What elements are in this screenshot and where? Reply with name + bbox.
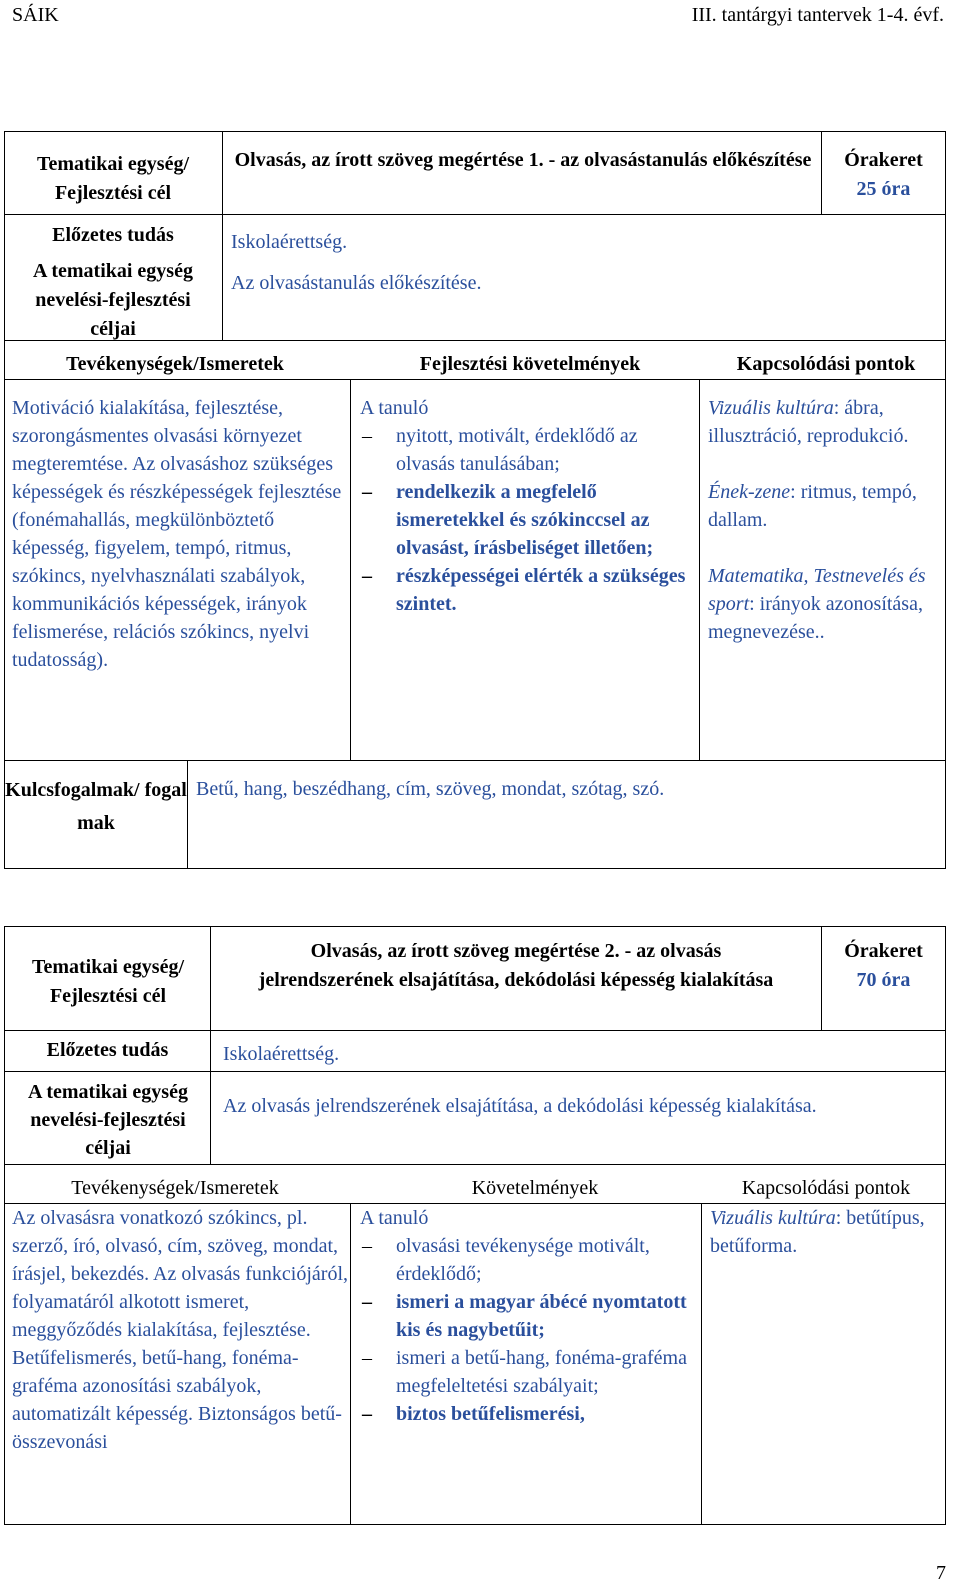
- unit2-links: [710, 1204, 940, 1260]
- unit2-prior-label-cell: [4, 1030, 211, 1072]
- unit2-links-cell: [701, 1203, 946, 1525]
- unit1-prior-goals-value-cell: [222, 214, 946, 341]
- unit1-activities-cell: [4, 379, 351, 761]
- unit1-prior-value: Iskolaérettség.: [231, 231, 348, 253]
- unit1-keywords-label-cell: [4, 760, 188, 869]
- unit1-prior-goals-label-cell: [4, 214, 223, 341]
- unit1-hours-cell: [821, 131, 946, 215]
- unit1-links: [708, 394, 940, 646]
- unit2-req-item: – biztos betűfelismerési,: [360, 1400, 690, 1428]
- unit1-requirements: [360, 394, 695, 618]
- unit1-keywords-value-cell: [187, 760, 946, 869]
- unit1-col-links: Kapcsolódási pontok: [736, 353, 916, 375]
- unit2-req-item: – ismeri a magyar ábécé nyomtatott kis és nagybetűit;: [360, 1288, 690, 1344]
- unit1-label-cell: [4, 131, 223, 215]
- unit2-requirements-cell: [350, 1203, 702, 1525]
- unit2-col-requirements: Követelmények: [471, 1177, 599, 1199]
- unit1-col-activities: Tevékenységek/Ismeretek: [66, 353, 284, 375]
- unit1-link-music: Ének-zene: ritmus, tempó, dallam.: [708, 481, 917, 531]
- unit1-link-math-pe: Matematika, Testnevelés és sport: irányok azonosítása, megnevezése..: [708, 565, 926, 643]
- unit1-activities: Motiváció kialakítása, fejlesztése, szorongásmentes olvasási környezet megteremtése. Az olvasáshoz szükséges képességek és részképességek fejlesztése (fonémahallás, megkülönböztető képesség, figyelem, tempó, ritmus, szókincs, nyelvhasználati szabályok, kommunikációs képességek, irányok felismerése, relációs szókincs, nyelvi tudatosság).: [12, 397, 342, 671]
- unit1-links-cell: [699, 379, 946, 761]
- unit2-req-item: – olvasási tevékenysége motivált, érdeklődő;: [360, 1232, 690, 1288]
- unit2-hours-label: Órakeret: [844, 940, 923, 962]
- unit2-req-intro: A tanuló: [360, 1207, 429, 1229]
- unit2-hours-cell: [821, 926, 946, 1031]
- unit1-keywords-label: Kulcsfogalmak/ fogal mak: [5, 779, 187, 834]
- unit1-req-item: – rendelkezik a megfelelő ismeretekkel és szókinccsel az olvasást, írásbeliséget illetően;: [360, 478, 695, 562]
- unit2-prior-value-cell: [210, 1030, 946, 1072]
- unit1-goals-label: A tematikai egység nevelési-fejlesztési céljai: [33, 260, 193, 340]
- unit1-req-item: – nyitott, motivált, érdeklődő az olvasás tanulásában;: [360, 422, 695, 478]
- unit1-title: Olvasás, az írott szöveg megértése 1. - az olvasástanulás előkészítése: [234, 149, 812, 171]
- unit2-column-headers: [4, 1164, 946, 1204]
- unit2-label-cell: [4, 926, 211, 1031]
- unit1-requirements-cell: [350, 379, 700, 761]
- unit1-hours-value: 25 óra: [856, 178, 911, 200]
- unit2-goals-label-cell: [4, 1071, 211, 1165]
- unit2-title: Olvasás, az írott szöveg megértése 2. - az olvasás jelrendszerének elsajátítása, dekódolási képesség kialakítása: [258, 940, 774, 991]
- unit2-label: Tematikai egység/ Fejlesztési cél: [31, 956, 185, 1007]
- unit1-label: Tematikai egység/ Fejlesztési cél: [36, 153, 190, 204]
- unit2-activities: Az olvasásra vonatkozó szókincs, pl. szerző, író, olvasó, cím, szöveg, mondat, írásjel, bekezdés. Az olvasás funkciójáról, folyamatáról alkotott ismeret, meggyőződés kialakítása, fejlesztése. Betűfelismerés, betű-hang, fonéma-graféma azonosítási szabályok, automatizált képesség. Biztonságos betű-összevonási: [12, 1207, 348, 1453]
- unit1-goals-value: Az olvasástanulás előkészítése.: [231, 272, 482, 294]
- unit1-title-cell: [222, 131, 822, 215]
- unit1-keywords-value: Betű, hang, beszédhang, cím, szöveg, mondat, szótag, szó.: [196, 778, 665, 800]
- unit2-prior-label: Előzetes tudás: [46, 1039, 169, 1061]
- unit2-requirements: [360, 1204, 690, 1428]
- unit1-req-item: – részképességei elérték a szükséges szintet.: [360, 562, 695, 618]
- unit2-activities-cell: [4, 1203, 351, 1525]
- unit2-col-links: Kapcsolódási pontok: [741, 1177, 911, 1199]
- unit2-link-visual: Vizuális kultúra: betűtípus, betűforma.: [710, 1207, 925, 1257]
- header-right: III. tantárgyi tantervek 1-4. évf.: [691, 4, 944, 26]
- unit1-col-requirements: Fejlesztési követelmények: [419, 353, 641, 375]
- unit2-goals-value: Az olvasás jelrendszerének elsajátítása, a dekódolási képesség kialakítása.: [223, 1095, 817, 1117]
- unit1-prior-label: Előzetes tudás: [52, 224, 174, 246]
- unit2-goals-value-cell: [210, 1071, 946, 1165]
- unit2-title-cell: [210, 926, 822, 1031]
- unit2-goals-label: A tematikai egység nevelési-fejlesztési céljai: [28, 1081, 188, 1159]
- unit2-col-activities: Tevékenységek/Ismeretek: [71, 1177, 279, 1199]
- unit1-hours-label: Órakeret: [844, 149, 923, 171]
- unit2-hours-value: 70 óra: [856, 969, 911, 991]
- unit1-column-headers: [4, 340, 946, 380]
- unit1-link-visual: Vizuális kultúra: ábra, illusztráció, reprodukció.: [708, 397, 909, 447]
- page-number: 7: [936, 1562, 946, 1584]
- unit2-req-item: – ismeri a betű-hang, fonéma-graféma megfeleltetési szabályait;: [360, 1344, 690, 1400]
- unit2-prior-value: Iskolaérettség.: [223, 1043, 340, 1065]
- unit1-req-intro: A tanuló: [360, 397, 429, 419]
- header-left: SÁIK: [12, 4, 59, 26]
